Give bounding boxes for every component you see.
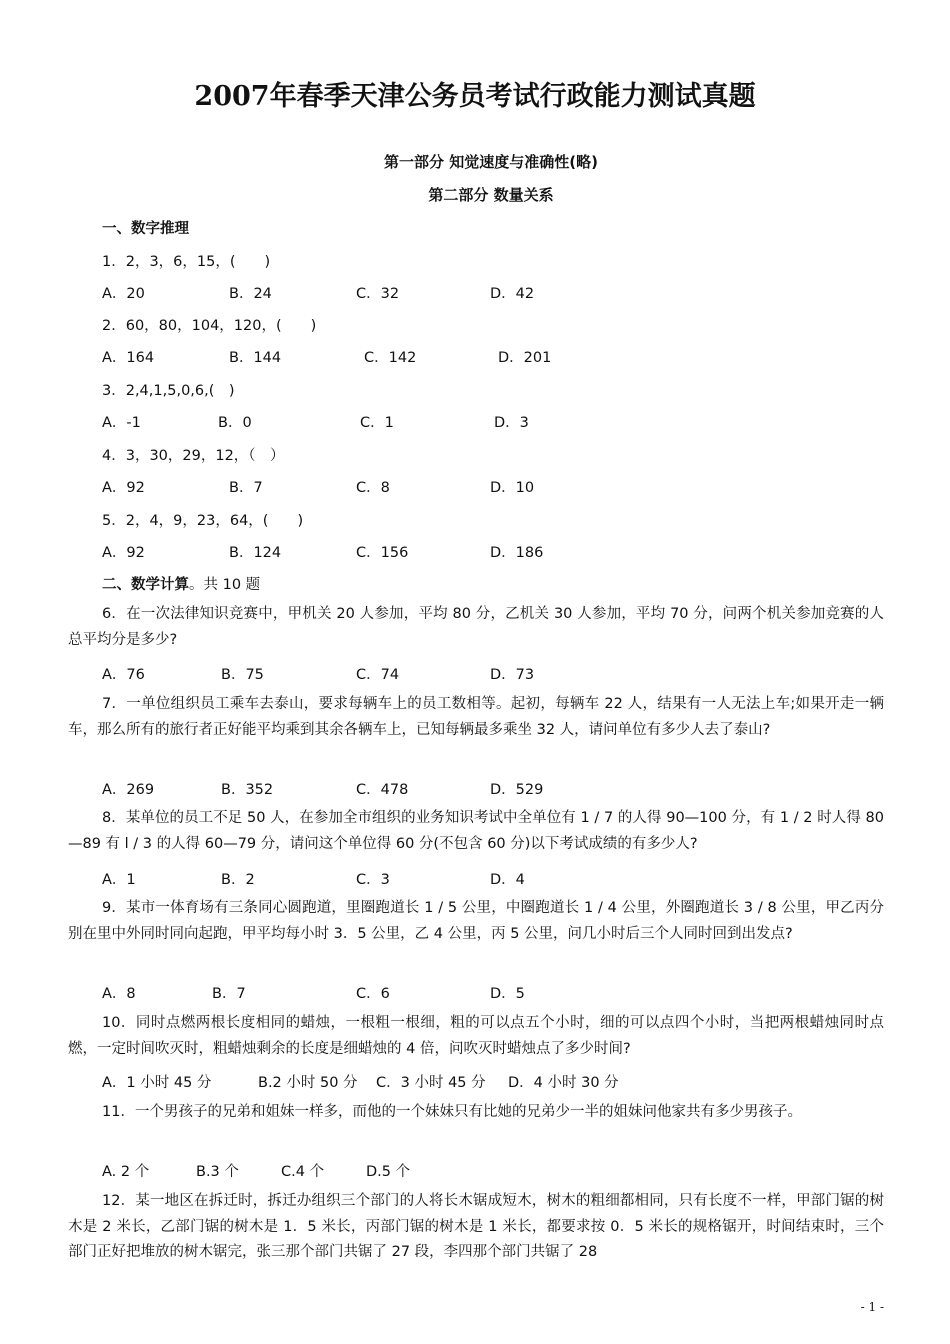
q11-option-a: A. 2 个 bbox=[102, 1164, 150, 1180]
q1-option-d: D．42 bbox=[490, 286, 535, 302]
q11-option-b: B.3 个 bbox=[196, 1164, 239, 1180]
q4-option-b: B．7 bbox=[229, 480, 263, 496]
q3-stem: 3．2,4,1,5,0,6,( ) bbox=[102, 383, 235, 399]
q10-option-b: B.2 小时 50 分 bbox=[258, 1075, 358, 1091]
section2-heading-bold: 二、数学计算 bbox=[102, 577, 189, 593]
q7-option-c: C．478 bbox=[356, 782, 409, 798]
q9-stem: 9．某市一体育场有三条同心圆跑道，里圈跑道长 1 / 5 公里，中圈跑道长 1 / 4 公里，外圈跑道长 3 / 8 公里，甲乙丙分别在里中外同时同向起跑，甲平均每小时 3．5 公里，乙 4 公里，丙 5 公里，问几小时后三个人同时回到出发点? bbox=[68, 900, 884, 942]
q1-stem: 1．2，3，6，15，( ) bbox=[102, 254, 271, 270]
q3-option-b: B．0 bbox=[218, 415, 252, 431]
q4-option-a: A．92 bbox=[102, 480, 145, 496]
q12-stem: 12．某一地区在拆迁时，拆迁办组织三个部门的人将长木锯成短木，树木的粗细都相同，只有长度不一样，甲部门锯的树木是 2 米长，乙部门锯的树木是 1．5 米长，丙部门锯的树木是 1 米长，都要求按 0．5 米长的规格锯开，时间结束时，三个部门正好把堆放的树木锯完，张三那个部门共锯了 27 段，李四那个部门共锯了 28 bbox=[68, 1193, 884, 1260]
page-title: 2007年春季天津公务员考试行政能力测试真题 bbox=[194, 81, 756, 112]
q2-option-c: C．142 bbox=[364, 350, 417, 366]
q7-option-b: B．352 bbox=[221, 782, 274, 798]
q2-option-b: B．144 bbox=[229, 350, 282, 366]
section1-heading: 一、数字推理 bbox=[102, 221, 189, 237]
q5-stem: 5．2，4，9，23，64，( ) bbox=[102, 513, 304, 529]
q6-option-d: D．73 bbox=[490, 667, 535, 683]
q5-option-d: D．186 bbox=[490, 545, 544, 561]
q4-option-c: C．8 bbox=[356, 480, 390, 496]
q8-stem: 8．某单位的员工不足 50 人，在参加全市组织的业务知识考试中全单位有 1 / 7 的人得 90—100 分，有 1 / 2 时人得 80—89 有 l / 3 的人得 60—79 分，请问这个单位得 60 分(不包含 60 分)以下考试成绩的有多少人? bbox=[68, 810, 884, 852]
q10-option-c: C．3 小时 45 分 bbox=[376, 1075, 486, 1091]
q4-stem: 4．3，30，29，12，（ ） bbox=[102, 448, 285, 464]
q9-option-a: A．8 bbox=[102, 986, 136, 1002]
q9-option-d: D．5 bbox=[490, 986, 525, 1002]
q7-stem: 7．一单位组织员工乘车去泰山，要求每辆车上的员工数相等。起初，每辆车 22 人，结果有一人无法上车;如果开走一辆车，那么所有的旅行者正好能平均乘到其余各辆车上，已知每辆最多乘坐 32 人，请问单位有多少人去了泰山? bbox=[68, 696, 884, 738]
q3-option-d: D．3 bbox=[494, 415, 529, 431]
q6-stem: 6．在一次法律知识竞赛中，甲机关 20 人参加，平均 80 分，乙机关 30 人参加，平均 70 分，问两个机关参加竞赛的人总平均分是多少? bbox=[68, 606, 884, 648]
q8-option-c: C．3 bbox=[356, 872, 390, 888]
q5-option-b: B．124 bbox=[229, 545, 282, 561]
q1-option-b: B．24 bbox=[229, 286, 272, 302]
q11-stem: 11．一个男孩子的兄弟和姐妹一样多，而他的一个妹妹只有比她的兄弟少一半的姐妹问他家共有多少男孩子。 bbox=[102, 1104, 802, 1120]
q1-option-c: C．32 bbox=[356, 286, 400, 302]
q2-option-d: D．201 bbox=[498, 350, 552, 366]
q3-option-c: C．1 bbox=[360, 415, 394, 431]
q10-option-a: A．1 小时 45 分 bbox=[102, 1075, 212, 1091]
part1-heading: 第一部分 知觉速度与准确性(略) bbox=[384, 153, 598, 171]
section2-heading-rest: 。共 10 题 bbox=[189, 577, 261, 593]
q9-option-b: B．7 bbox=[212, 986, 246, 1002]
q8-option-b: B．2 bbox=[221, 872, 255, 888]
q8-option-a: A．1 bbox=[102, 872, 136, 888]
q9-option-c: C．6 bbox=[356, 986, 390, 1002]
q6-option-b: B．75 bbox=[221, 667, 264, 683]
q4-option-d: D．10 bbox=[490, 480, 535, 496]
q11-option-c: C.4 个 bbox=[281, 1164, 325, 1180]
q6-option-c: C．74 bbox=[356, 667, 400, 683]
q2-stem: 2．60，80，104，120，( ) bbox=[102, 318, 317, 334]
q3-option-a: A．-1 bbox=[102, 415, 141, 431]
q8-option-d: D．4 bbox=[490, 872, 525, 888]
q10-option-d: D．4 小时 30 分 bbox=[508, 1075, 619, 1091]
q7-option-d: D．529 bbox=[490, 782, 544, 798]
page-number: - 1 - bbox=[860, 1300, 884, 1314]
part2-heading: 第二部分 数量关系 bbox=[428, 186, 554, 204]
section2-heading bbox=[102, 573, 260, 594]
q11-option-d: D.5 个 bbox=[366, 1164, 411, 1180]
q10-stem: 10．同时点燃两根长度相同的蜡烛，一根粗一根细，粗的可以点五个小时，细的可以点四个小时，当把两根蜡烛同时点燃，一定时间吹灭时，粗蜡烛剩余的长度是细蜡烛的 4 倍，问吹灭时蜡烛点了多少时间? bbox=[68, 1015, 884, 1057]
q6-option-a: A．76 bbox=[102, 667, 145, 683]
q7-option-a: A．269 bbox=[102, 782, 155, 798]
q5-option-c: C．156 bbox=[356, 545, 409, 561]
q5-option-a: A．92 bbox=[102, 545, 145, 561]
q1-option-a: A．20 bbox=[102, 286, 145, 302]
q2-option-a: A．164 bbox=[102, 350, 155, 366]
